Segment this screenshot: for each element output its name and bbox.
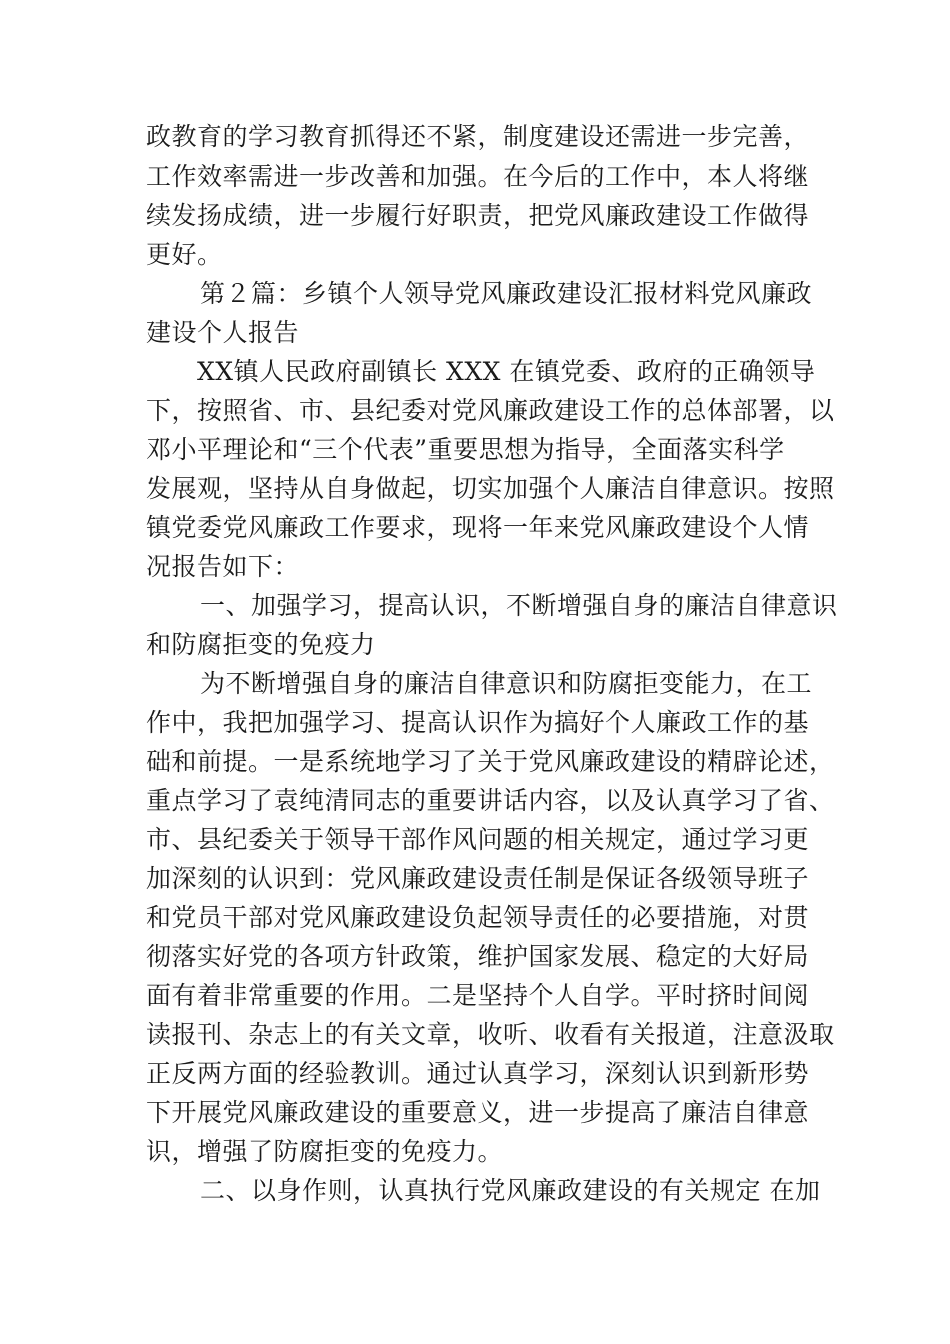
subheading-line: 一、加强学习，提高认识，不断增强自身的廉洁自律意识: [200, 591, 838, 620]
text-line: 正反两方面的经验教训。通过认真学习，深刻认识到新形势: [146, 1059, 810, 1088]
text-line: 下，按照省、市、县纪委对党风廉政建设工作的总体部署，以: [146, 396, 835, 425]
text-line: 础和前提。一是系统地学习了关于党风廉政建设的精辟论述，: [146, 747, 835, 776]
section-heading-line: 第２篇：乡镇个人领导党风廉政建设汇报材料党风廉政: [200, 279, 813, 308]
text-line: 读报刊、杂志上的有关文章，收听、收看有关报道，注意汲取: [146, 1020, 835, 1049]
text-line: 况报告如下：: [146, 552, 300, 581]
text-line: 和党员干部对党风廉政建设负起领导责任的必要措施，对贯: [146, 903, 810, 932]
text-line: 面有着非常重要的作用。二是坚持个人自学。平时挤时间阅: [146, 981, 810, 1010]
text-line: 续发扬成绩，进一步履行好职责，把党风廉政建设工作做得: [146, 201, 810, 230]
text-line: 发展观，坚持从自身做起，切实加强个人廉洁自律意识。按照: [146, 474, 835, 503]
text-line: 识，增强了防腐拒变的免疫力。: [146, 1137, 504, 1166]
text-line: 邓小平理论和“三个代表”重要思想为指导，全面落实科学: [146, 435, 785, 464]
paragraph-first-line: 为不断增强自身的廉洁自律意识和防腐拒变能力，在工: [200, 669, 813, 698]
text-line: 彻落实好党的各项方针政策，维护国家发展、稳定的大好局: [146, 942, 810, 971]
text-line: 工作效率需进一步改善和加强。在今后的工作中，本人将继: [146, 162, 810, 191]
text-line: 市、县纪委关于领导干部作风问题的相关规定，通过学习更: [146, 825, 810, 854]
paragraph-first-line: XX镇人民政府副镇长 XXX 在镇党委、政府的正确领导: [197, 357, 816, 386]
text-line: 加深刻的认识到：党风廉政建设责任制是保证各级领导班子: [146, 864, 810, 893]
text-line: 作中，我把加强学习、提高认识作为搞好个人廉政工作的基: [146, 708, 810, 737]
section-heading-line: 建设个人报告: [146, 318, 300, 347]
text-line: 重点学习了袁纯清同志的重要讲话内容，以及认真学习了省、: [146, 786, 835, 815]
text-line: 下开展党风廉政建设的重要意义，进一步提高了廉洁自律意: [146, 1098, 810, 1127]
subheading-line: 二、以身作则，认真执行党风廉政建设的有关规定 在加: [200, 1176, 821, 1205]
subheading-line: 和防腐拒变的免疫力: [146, 630, 376, 659]
text-line: 政教育的学习教育抓得还不紧，制度建设还需进一步完善，: [146, 122, 810, 151]
text-line: 更好。: [146, 240, 223, 269]
text-line: 镇党委党风廉政工作要求，现将一年来党风廉政建设个人情: [146, 513, 810, 542]
